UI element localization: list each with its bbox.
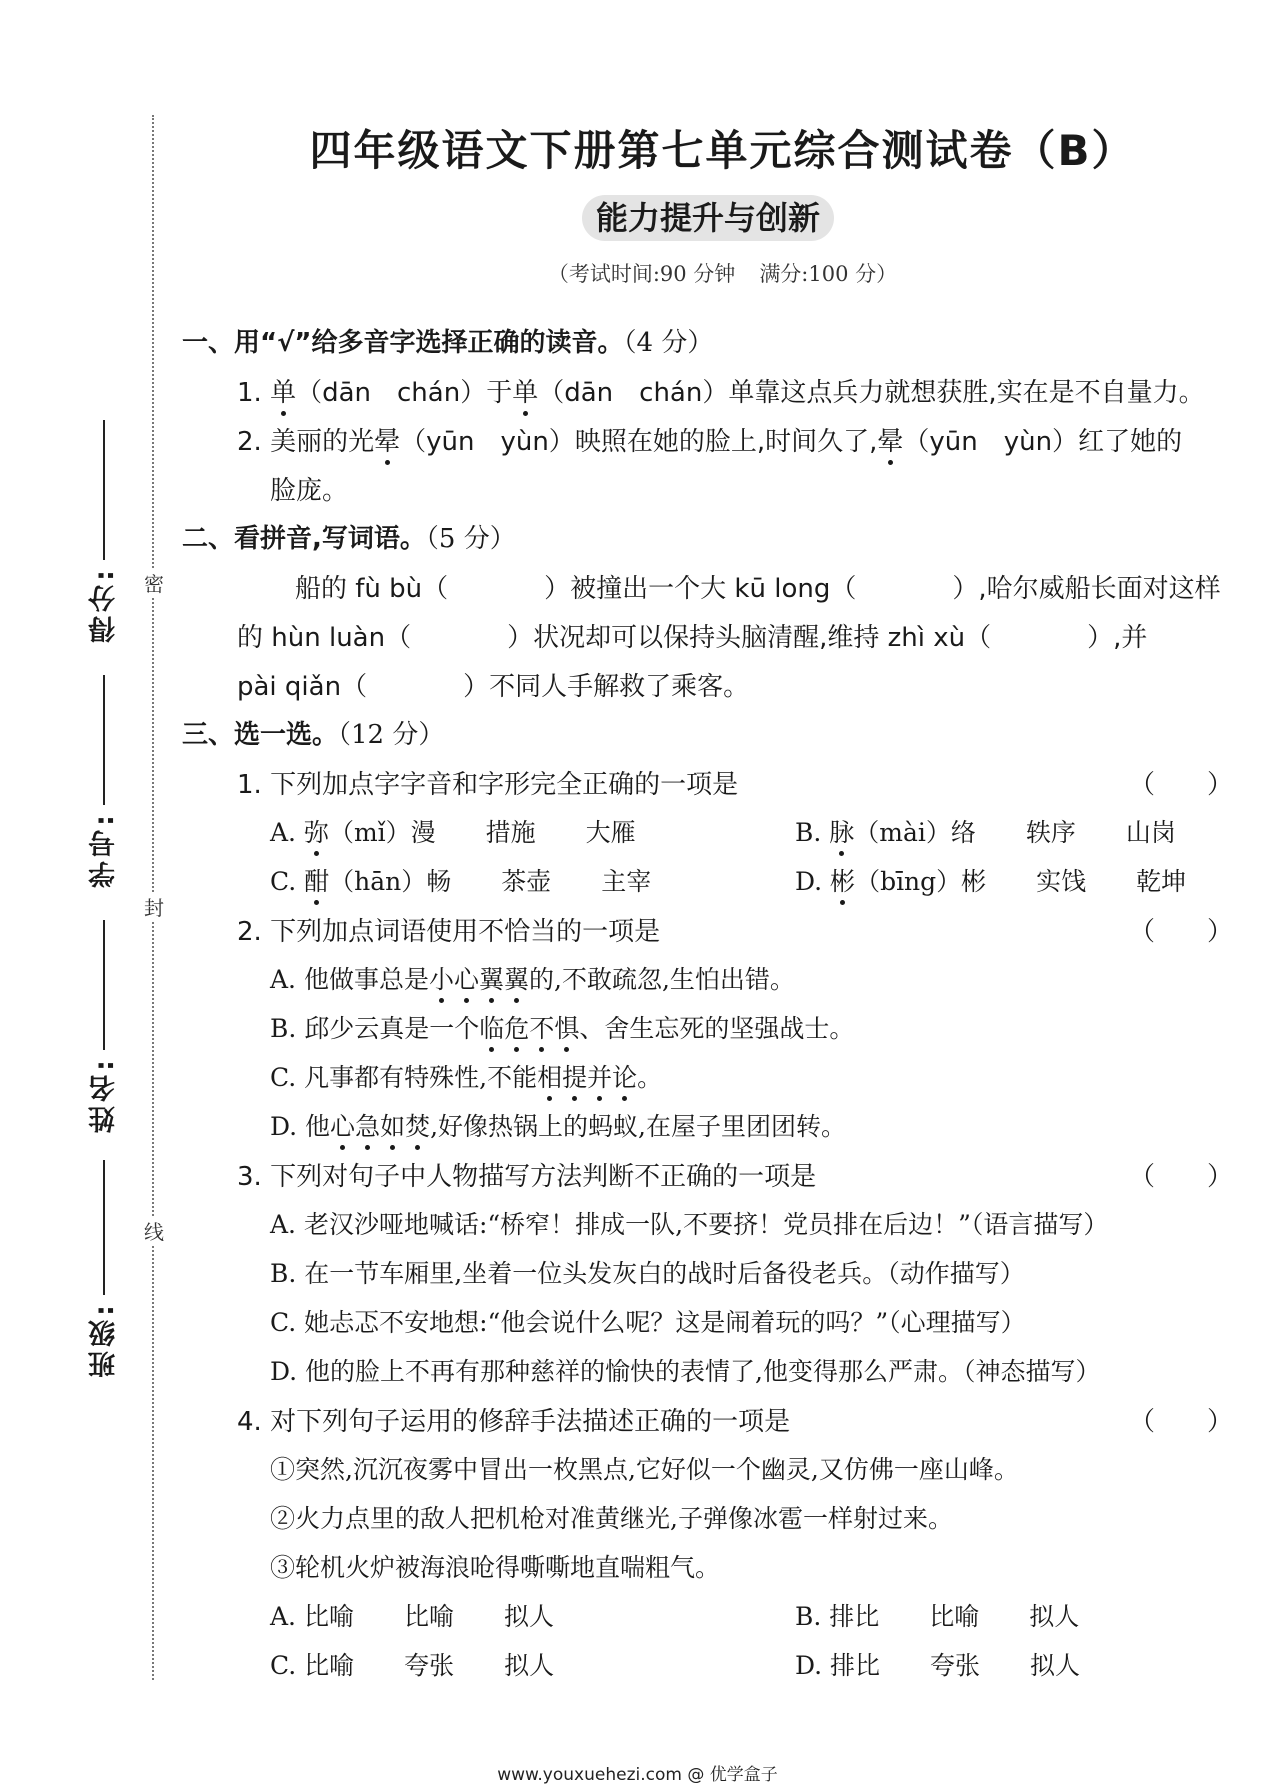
s3-q2-stem: 2. 下列加点词语使用不恰当的一项是 [237,917,661,947]
s3-q4-sentence-3: ③轮机火炉被海浪呛得嘶嘶地直喘粗气。 [270,1553,721,1582]
s3-q3-answer-paren[interactable]: （ ） [1128,1162,1233,1192]
section-3-title: 三、选一选。（12 分） [182,720,445,750]
seal-char-xian: 线 [142,1216,166,1245]
s3-q3-option-d: D. 他的脸上不再有那种慈祥的愉快的表情了,他变得那么严肃。（神态描写） [270,1357,1101,1386]
s1-q2: 2. 美丽的光晕（yūn yùn）映照在她的脸上,时间久了,晕（yūn yùn）红了她的 [237,421,1182,458]
s1-q2-cont: 脸庞。 [270,476,349,506]
s3-q3-stem: 3. 下列对句子中人物描写方法判断不正确的一项是 [237,1162,817,1192]
s2-line-1: 船的 fù bù（ ）被撞出一个大 kū long（ ）,哈尔威船长面对这样 [295,574,1221,604]
s2-line-3: pài qiǎn（ ）不同人手解救了乘客。 [237,672,750,702]
s3-q4-answer-paren[interactable]: （ ） [1128,1407,1233,1437]
student-id-field[interactable] [84,675,124,894]
s3-q2-option-a: A. 他做事总是小心翼翼的,不敢疏忽,生怕出错。 [270,960,795,996]
s3-q2-option-b: B. 邱少云真是一个临危不惧、舍生忘死的坚强战士。 [270,1009,854,1045]
s3-q1-option-c: C. 酣（hān）畅 茶壶 主宰 [270,862,651,898]
s3-q2-option-d: D. 他心急如焚,好像热锅上的蚂蚁,在屋子里团团转。 [270,1107,846,1143]
s3-q4-option-c: C. 比喻 夸张 拟人 [270,1651,555,1680]
s3-q4-option-d: D. 排比 夸张 拟人 [795,1651,1081,1680]
class-label: 班级: [88,1301,120,1378]
s3-q1-option-d: D. 彬（bīng）彬 实饯 乾坤 [795,862,1186,898]
seal-char-mi: 密 [142,568,166,597]
s3-q4-sentence-1: ①突然,沉沉夜雾中冒出一枚黑点,它好似一个幽灵,又仿佛一座山峰。 [270,1455,1019,1484]
exam-info [300,258,1145,288]
s3-q4-option-b: B. 排比 比喻 拟人 [795,1602,1080,1631]
s3-q1-option-b: B. 脉（mài）络 轶序 山岗 [795,813,1176,849]
score-label: 得分: [88,566,120,643]
name-field[interactable] [84,920,124,1139]
page-title: 四年级语文下册第七单元综合测试卷（B） [309,126,1136,175]
s3-q4-sentence-2: ②火力点里的敌人把机枪对准黄继光,子弹像冰雹一样射过来。 [270,1504,953,1533]
s3-q1-stem: 1. 下列加点字字音和字形完全正确的一项是 [237,770,739,800]
s3-q2-option-c: C. 凡事都有特殊性,不能相提并论。 [270,1058,662,1094]
s3-q3-option-b: B. 在一节车厢里,坐着一位头发灰白的战时后备役老兵。（动作描写） [270,1259,1025,1288]
s3-q1-answer-paren[interactable]: （ ） [1128,770,1233,800]
s3-q4-stem: 4. 对下列句子运用的修辞手法描述正确的一项是 [237,1407,791,1437]
section-2-title: 二、看拼音,写词语。（5 分） [182,524,516,554]
section-1-title: 一、用“√”给多音字选择正确的读音。（4 分） [182,328,714,358]
exam-time: （考试时间:90 分钟 [547,262,736,286]
student-id-label: 学号: [88,811,120,888]
s3-q3-option-a: A. 老汉沙哑地喊话:“桥窄！排成一队,不要挤！党员排在后边！”（语言描写） [270,1210,1109,1239]
class-field[interactable] [84,1160,124,1384]
subtitle-badge: 能力提升与创新 [582,195,834,241]
footer-watermark: www.youxuehezi.com @ 优学盒子 [497,1765,778,1785]
s2-line-2: 的 hùn luàn（ ）状况却可以保持头脑清醒,维持 zhì xù（ ）,并 [237,623,1148,653]
s1-q1: 1. 单（dān chán）于单（dān chán）单靠这点兵力就想获胜,实在是不自量力。 [237,372,1205,409]
s3-q2-answer-paren[interactable]: （ ） [1128,917,1233,947]
exam-score: 满分:100 分） [759,262,898,286]
s3-q4-option-a: A. 比喻 比喻 拟人 [270,1602,554,1631]
score-field[interactable] [84,420,124,649]
seal-char-feng: 封 [142,892,166,921]
s3-q3-option-c: C. 她忐忑不安地想:“他会说什么呢？这是闹着玩的吗？”（心理描写） [270,1308,1026,1337]
name-label: 姓名: [88,1056,120,1133]
s3-q1-option-a: A. 弥（mǐ）漫 措施 大雁 [270,813,636,849]
